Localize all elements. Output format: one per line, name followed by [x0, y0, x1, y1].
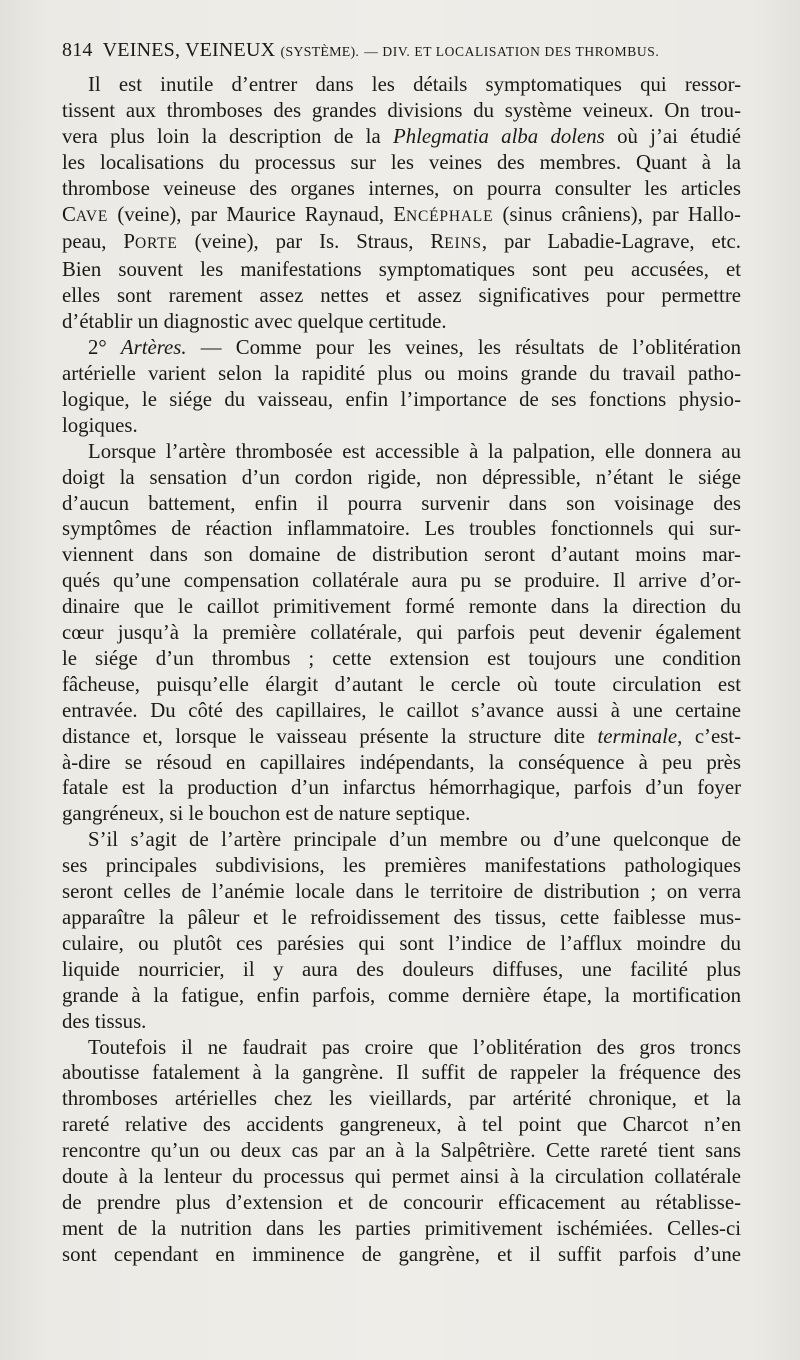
text-line: 2° Artères. — Comme pour les veines, les résultats de l’oblitération — [88, 336, 742, 360]
text-line: artérielle varient selon la rapidité plus ou moins grande du travail patho- — [62, 361, 741, 385]
text-line: Lorsque l’artère thrombosée est accessible à la palpation, elle donnera au — [88, 439, 741, 463]
text-line: dinaire que le caillot primitivement formé remonte dans la direction du — [62, 595, 741, 619]
text-line: logiques. — [62, 413, 138, 437]
text-line: ment de la nutrition dans les parties primitivement ischémiées. Celles-ci — [62, 1216, 741, 1240]
text-line: grande à la fatigue, enfin parfois, comme dernière étape, la mortification — [62, 983, 741, 1007]
text-line: de prendre plus d’extension et de concourir efficacement au rétablisse- — [62, 1190, 741, 1214]
running-header — [62, 38, 742, 65]
text-line: d’aucun battement, enfin il pourra survenir dans son voisinage des — [62, 491, 741, 515]
text-line: entravée. Du côté des capillaires, le caillot s’avance aussi à une certaine — [62, 698, 741, 722]
text-line: CAVE (veine), par Maurice Raynaud, ENCÉPHALE (sinus crâniens), par Hallo- — [62, 202, 741, 226]
text-line: viennent dans son domaine de distribution seront d’autant moins mar- — [62, 543, 741, 567]
paragraph-p4 — [62, 827, 741, 1034]
text-line: tissent aux thromboses des grandes divisions du système veineux. On trou- — [62, 98, 741, 122]
text-line: rareté relative des accidents gangreneux, à tel point que Charcot n’en — [62, 1113, 741, 1137]
text-line: ses principales subdivisions, les premières manifestations pathologiques — [62, 854, 741, 878]
text-line: logique, le siége du vaisseau, enfin l’importance de ses fonctions physio- — [62, 387, 741, 411]
text-line: qués qu’une compensation collatérale aura pu se produire. Il arrive d’or- — [62, 569, 741, 593]
text-line: doute à la lenteur du processus qui permet ainsi à la circulation collatérale — [62, 1165, 741, 1189]
paragraph-p1 — [62, 72, 741, 335]
text-line: apparaître la pâleur et le refroidissement des tissus, cette faiblesse mus- — [62, 906, 741, 929]
paragraph-p3 — [62, 439, 741, 828]
text-line: des tissus. — [62, 1009, 147, 1033]
text-line: fatale est la production d’un infarctus hémorrhagique, parfois d’un foyer — [62, 776, 741, 800]
text-line: seront celles de l’anémie locale dans le territoire de distribution ; on verra — [62, 880, 741, 904]
paragraph-p2 — [62, 335, 741, 439]
text-line: peau, PORTE (veine), par Is. Straus, REINS, par Labadie-Lagrave, etc. — [62, 230, 741, 254]
text-line: aboutisse fatalement à la gangrène. Il suffit de rappeler la fréquence des — [62, 1061, 741, 1085]
text-line: elles sont rarement assez nettes et assez significatives pour permettre — [62, 284, 741, 308]
text-line: Il est inutile d’entrer dans les détails symptomatiques qui ressor- — [88, 73, 741, 96]
header-title-paren: (SYSTÈME). — [280, 45, 360, 60]
text-line: liquide nourricier, il y aura des douleurs diffuses, une facilité plus — [62, 957, 741, 981]
text-line: rencontre qu’un ou deux cas par an à la Salpêtrière. Cette rareté tient sans — [62, 1139, 741, 1163]
text-line: doigt la sensation d’un cordon rigide, non dépressible, n’étant le siége — [62, 465, 741, 489]
text-line: cœur jusqu’à la première collatérale, qui parfois peut devenir également — [62, 621, 741, 645]
text-line: les localisations du processus sur les veines des membres. Quant à la — [62, 150, 741, 174]
page-number: 814 — [62, 39, 93, 61]
header-title-main: VEINES, VEINEUX — [102, 39, 276, 61]
text-line: culaire, ou plutôt ces parésies qui sont l’indice de l’afflux moindre du — [62, 931, 741, 955]
text-line: S’il s’agit de l’artère principale d’un membre ou d’une quelconque de — [88, 828, 741, 852]
text-line: d’établir un diagnostic avec quelque certitude. — [62, 310, 447, 334]
text-line: Bien souvent les manifestations symptomatiques sont peu accusées, et — [62, 258, 741, 282]
text-line: thrombose veineuse des organes internes, on pourra consulter les articles — [62, 176, 741, 200]
text-line: gangréneux, si le bouchon est de nature septique. — [62, 802, 471, 826]
text-line: thromboses artérielles chez les vieillards, par artérité chronique, et la — [62, 1087, 741, 1111]
text-line: Toutefois il ne faudrait pas croire que l’oblitération des gros troncs — [88, 1035, 741, 1059]
text-line: sont cependant en imminence de gangrène, et il suffit parfois d’une — [62, 1242, 741, 1266]
text-line: à-dire se résoud en capillaires indépendants, la conséquence à peu près — [62, 750, 741, 774]
paragraph-p5 — [62, 1035, 741, 1268]
text-line: distance et, lorsque le vaisseau présente la structure dite terminale, c’est- — [62, 724, 742, 748]
text-line: vera plus loin la description de la Phlegmatia alba dolens où j’ai étudié — [62, 124, 741, 148]
text-line: le siége d’un thrombus ; cette extension est toujours une condition — [62, 646, 741, 670]
body-text — [62, 72, 741, 1268]
text-line: symptômes de réaction inflammatoire. Les troubles fonctionnels qui sur- — [62, 517, 741, 541]
text-line: fâcheuse, puisqu’elle élargit d’autant le cercle où toute circulation est — [62, 672, 741, 696]
header-title-rest: — DIV. ET LOCALISATION DES THROMBUS. — [364, 44, 660, 59]
